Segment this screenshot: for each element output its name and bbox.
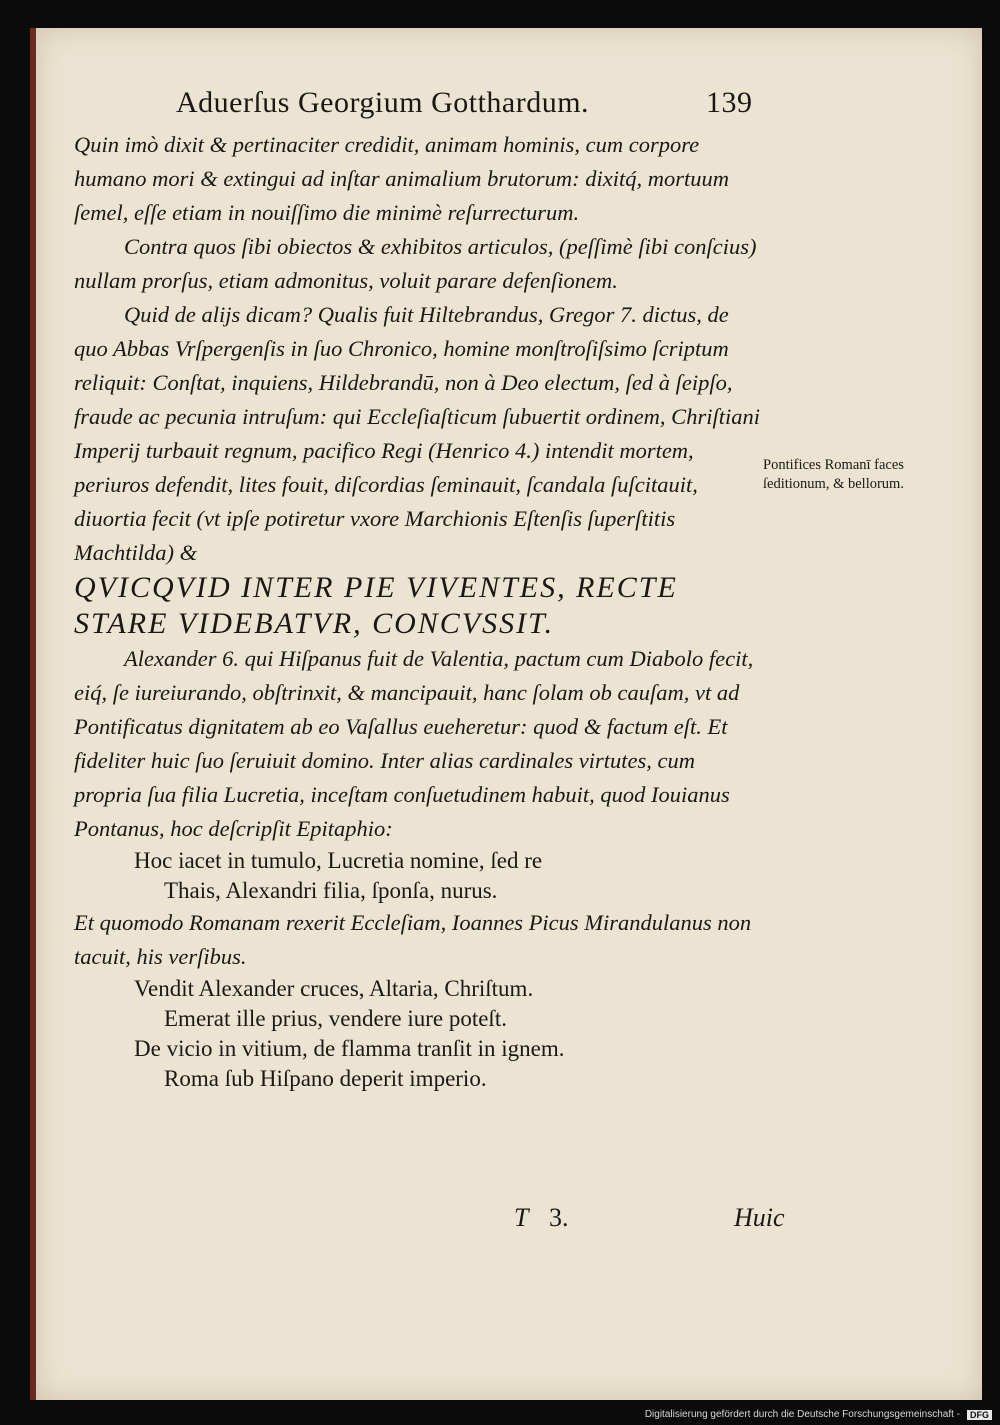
catchword: Huic [734, 1203, 785, 1232]
verse-line-3: De vicio in vitium, de flamma tranſit in ignem. [134, 1036, 565, 1061]
paragraph-4: Alexander 6. qui Hiſpanus fuit de Valentia, pactum cum Diabolo fecit, eiq́, ſe iureiurando, obſtrinxit, & mancipauit, hanc ſolam ob cauſam, vt ad Pontificatus dignitatem ab eo Vaſallus eueheretur: quod & factum eſt. Et fideliter huic ſuo ſeruiuit domino. Inter alias cardinales virtutes, cum propria ſua filia Lucretia, inceſtam conſuetudinem habuit, quod Iouianus Pontanus, hoc deſcripſit Epitaphio: [74, 646, 754, 841]
page-footer [74, 1203, 785, 1243]
book-page [30, 28, 982, 1400]
epitaph-line-1: Hoc iacet in tumulo, Lucretia nomine, ſed re [134, 848, 543, 873]
credit-text: Digitalisierung gefördert durch die Deutsche Forschungsgemeinschaft - [644, 1409, 960, 1420]
epitaph-line-2: Thais, Alexandri filia, ſponſa, nurus. [164, 878, 498, 903]
verse-line-4: Roma ſub Hiſpano deperit imperio. [164, 1066, 487, 1091]
marginal-note: Pontifices Romanī faces ſeditionum, & bellorum. [763, 457, 904, 492]
credit-bar [0, 1400, 1000, 1425]
paragraph-5: Et quomodo Romanam rexerit Eccleſiam, Ioannes Picus Mirandulanus non tacuit, his verſibus. [74, 910, 752, 969]
paragraph-1: Quin imò dixit & pertinaciter credidit, animam hominis, cum corpore humano mori & extingui ad inſtar animalium brutorum: dixitq́, mortuum ſemel, eſſe etiam in nouiſſimo die minimè reſurrecturum. [74, 132, 729, 225]
main-text [74, 128, 764, 1094]
dfg-logo: DFG [967, 1410, 992, 1420]
capitals-passage: QVICQVID INTER PIE VIVENTES, RECTE STARE VIDEBATVR, CONCVSSIT. [74, 571, 678, 640]
signature-number: 3. [549, 1203, 569, 1232]
running-head-title: Aduerſus Georgium Gotthardum. [176, 86, 590, 119]
signature-letter: T [514, 1203, 529, 1232]
paragraph-3: Quid de alijs dicam? Qualis fuit Hiltebrandus, Gregor 7. dictus, de quo Abbas Vrſpergenſis in ſuo Chronico, homine monſtroſiſsimo ſcriptum reliquit: Conſtat, inquiens, Hildebrandū, non à Deo electum, ſed à ſeipſo, fraude ac pecunia intruſum: qui Eccleſiaſticum ſubuertit ordinem, Chriſtiani Imperij turbauit regnum, pacifico Regi (Henrico 4.) intendit mortem, periuros defendit, lites fouit, diſcordias ſeminauit, ſcandala ſuſcitauit, diuortia fecit (vt ipſe potiretur vxore Marchionis Eſtenſis ſuperſtitis Machtilda) & [74, 302, 760, 565]
paragraph-2: Contra quos ſibi obiectos & exhibitos articulos, (peſſimè ſibi conſcius) nullam prorſus, etiam admonitus, voluit parare defenſionem. [74, 234, 757, 293]
page-number: 139 [706, 86, 753, 119]
verse-line-2: Emerat ille prius, vendere iure poteſt. [164, 1006, 507, 1031]
verse-line-1: Vendit Alexander cruces, Altaria, Chriſtum. [134, 976, 534, 1001]
